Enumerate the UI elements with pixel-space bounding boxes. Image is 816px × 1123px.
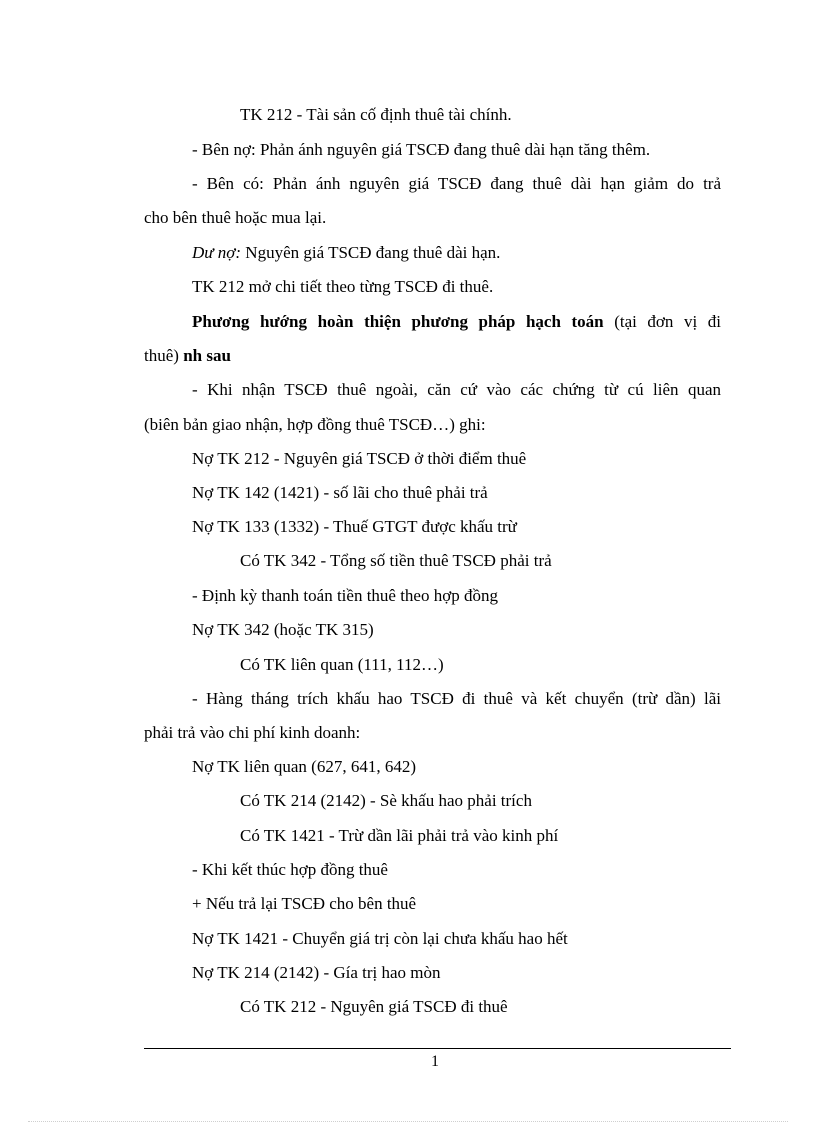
- line-no-tk142: Nợ TK 142 (1421) - số lãi cho thuê phải trả: [192, 483, 488, 502]
- footer-rule: [144, 1048, 731, 1049]
- section-heading-bold: Phương hướng hoàn thiện phương pháp hạch toán: [192, 312, 604, 331]
- line-co-tk214: Có TK 214 (2142) - Sè khấu hao phải trích: [240, 791, 532, 810]
- line-no-tk342: Nợ TK 342 (hoặc TK 315): [192, 620, 374, 639]
- line-ket-thuc: - Khi kết thúc hợp đồng thuê: [192, 860, 388, 879]
- page-number: 1: [431, 1053, 439, 1070]
- section-heading-rest: (tại đơn vị đi: [603, 312, 722, 331]
- line-no-tk1421: Nợ TK 1421 - Chuyển giá trị còn lại chưa khấu hao hết: [192, 929, 568, 948]
- line-hang-thang-cont: phải trả vào chi phí kinh doanh:: [144, 723, 361, 742]
- line-du-no: [192, 242, 500, 264]
- line-neu-tra-lai: + Nếu trả lại TSCĐ cho bên thuê: [192, 894, 417, 913]
- heading-cont-bold: nh sau: [183, 346, 231, 365]
- line-ben-no: - Bên nợ: Phản ánh nguyên giá TSCĐ đang thuê dài hạn tăng thêm.: [192, 140, 651, 159]
- line-section-heading-cont: [144, 345, 231, 367]
- line-ben-co: - Bên có: Phản ánh nguyên giá TSCĐ đang thuê dài hạn giảm do trả: [192, 174, 721, 193]
- line-khi-nhan: - Khi nhận TSCĐ thuê ngoài, căn cứ vào các chứng từ cú liên quan: [192, 380, 721, 399]
- du-no-text: Nguyên giá TSCĐ đang thuê dài hạn.: [241, 243, 501, 262]
- line-hang-thang: - Hàng tháng trích khấu hao TSCĐ đi thuê và kết chuyển (trừ dần) lãi: [192, 689, 721, 708]
- line-co-tk-lien-quan: Có TK liên quan (111, 112…): [240, 655, 444, 674]
- heading-cont-text: thuê): [144, 346, 184, 365]
- line-no-tk212: Nợ TK 212 - Nguyên giá TSCĐ ở thời điểm thuê: [192, 449, 527, 468]
- line-no-tk214: Nợ TK 214 (2142) - Gía trị hao mòn: [192, 963, 441, 982]
- line-dinh-ky: - Định kỳ thanh toán tiền thuê theo hợp đồng: [192, 586, 498, 605]
- line-no-tk-lien-quan: Nợ TK liên quan (627, 641, 642): [192, 757, 416, 776]
- line-section-heading: [192, 311, 721, 333]
- line-ben-co-cont: cho bên thuê hoặc mua lại.: [144, 208, 327, 227]
- page-bottom-dotted-border: [28, 1121, 788, 1122]
- line-no-tk133: Nợ TK 133 (1332) - Thuế GTGT được khấu trừ: [192, 517, 517, 536]
- line-tk212-title: TK 212 - Tài sản cố định thuê tài chính.: [240, 105, 512, 124]
- line-co-tk212: Có TK 212 - Nguyên giá TSCĐ đi thuê: [240, 997, 508, 1016]
- line-co-tk342: Có TK 342 - Tổng số tiền thuê TSCĐ phải trả: [240, 551, 552, 570]
- du-no-label: Dư nợ:: [192, 243, 242, 262]
- line-tk212-detail: TK 212 mở chi tiết theo từng TSCĐ đi thuê.: [192, 277, 494, 296]
- line-khi-nhan-cont: (biên bản giao nhận, hợp đồng thuê TSCĐ…) ghi:: [144, 415, 486, 434]
- line-co-tk1421: Có TK 1421 - Trừ dần lãi phải trả vào kinh phí: [240, 826, 559, 845]
